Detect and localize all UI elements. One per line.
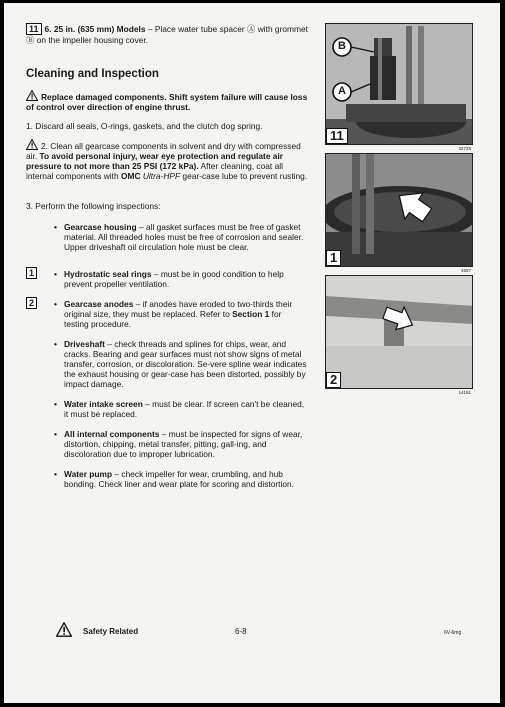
item-1: 1. Discard all seals, O-rings, gaskets, and the clutch dog spring. xyxy=(26,121,263,131)
label-a: A xyxy=(338,85,346,97)
product-name: Ultra-HPF xyxy=(140,171,181,182)
figure-11-photo xyxy=(325,23,473,145)
label-b: B xyxy=(338,40,346,52)
bullet-hydrostatic-seal-rings: • Hydrostatic seal rings – must be in good condition to help prevent propeller ventilation. xyxy=(54,269,284,290)
bullet-gearcase-housing: • Gearcase housing – all gasket surfaces must be free of gasket material. All threaded holes must be free of corrosion and sealer. Upper driveshaft oil circulation hole must be clear. xyxy=(54,222,304,253)
warning-1-text: Replace damaged components. Shift system failure will cause loss of control over direction of engine thrust. xyxy=(26,92,308,113)
step-6-text: – Place water tube spacer Ⓐ with grommet Ⓑ on the impeller housing cover. xyxy=(26,24,308,45)
item-2-post: After cleaning, coat all internal components with xyxy=(26,161,283,182)
figure-ref-tag: 11 xyxy=(26,23,42,35)
figure-code: 32728 xyxy=(458,146,471,151)
figure-number: 11 xyxy=(326,128,348,144)
figure-1-photo xyxy=(325,153,473,267)
footer-safety-label: Safety Related xyxy=(83,627,139,636)
item-2 xyxy=(26,139,308,181)
item-2-bold: To avoid personal injury, wear eye protection and regulate air pressure to not more than 25 PSI (172 kPa). xyxy=(26,151,284,172)
item-3: 3. Perform the following inspections: xyxy=(26,201,161,211)
figure-ref-tag: 2 xyxy=(26,297,37,309)
item-2-pre: 2. Clean all gearcase components in solvent and dry with compressed air. xyxy=(26,141,301,162)
warning-1 xyxy=(26,90,308,112)
warning-icon xyxy=(26,139,38,150)
figure-number: 2 xyxy=(326,372,341,388)
omc-brand: OMC xyxy=(120,171,141,182)
section-title: Cleaning and Inspection xyxy=(26,68,159,80)
step-6-lead: 6. 25 in. (635 mm) Models xyxy=(44,24,146,34)
seal-rings-image xyxy=(326,154,473,267)
bullet-driveshaft: • Driveshaft – check threads and splines for chips, wear, and cracks. Bearing and gear surfaces must not show signs of metal transfer, corrosion, or discoloration. Se-vere spline wear indicates the exhaust housing or gear-case has been distorted, possibly by impact damage. xyxy=(54,339,307,390)
bullet-gearcase-anodes: • Gearcase anodes – if anodes have eroded to two-thirds their original size, they must be replaced. Refer to Section 1 for testing procedure. xyxy=(54,299,293,330)
page-number: 6-8 xyxy=(235,627,247,636)
figure-2-photo xyxy=(325,275,473,389)
bullet-water-pump: • Water pump – check impeller for wear, crumbling, and hub bonding. Check liner and wear plate for scoring and distortion. xyxy=(54,469,294,490)
figure-code: 4557 xyxy=(460,268,471,273)
manual-page xyxy=(4,3,500,703)
item-2-post2: gear-case lube to prevent rusting. xyxy=(180,171,308,182)
water-tube-spacer-image xyxy=(326,24,473,145)
bullet-all-internal-components: • All internal components – must be inspected for signs of wear, distortion, chipping, metal transfer, pitting, gall-ing, and discoloration due to improper lubrication. xyxy=(54,429,303,460)
step-6 xyxy=(26,23,308,45)
figure-code: 14161 xyxy=(458,390,471,395)
warning-icon xyxy=(26,90,38,101)
footer-code: 6V-6mg xyxy=(444,630,462,636)
gearcase-anode-image xyxy=(326,276,473,389)
bullet-water-intake-screen: • Water intake screen – must be clear. If screen can't be cleaned, it must be replaced. xyxy=(54,399,305,420)
warning-icon xyxy=(56,622,72,637)
figure-ref-tag: 1 xyxy=(26,267,37,279)
figure-number: 1 xyxy=(326,250,341,266)
